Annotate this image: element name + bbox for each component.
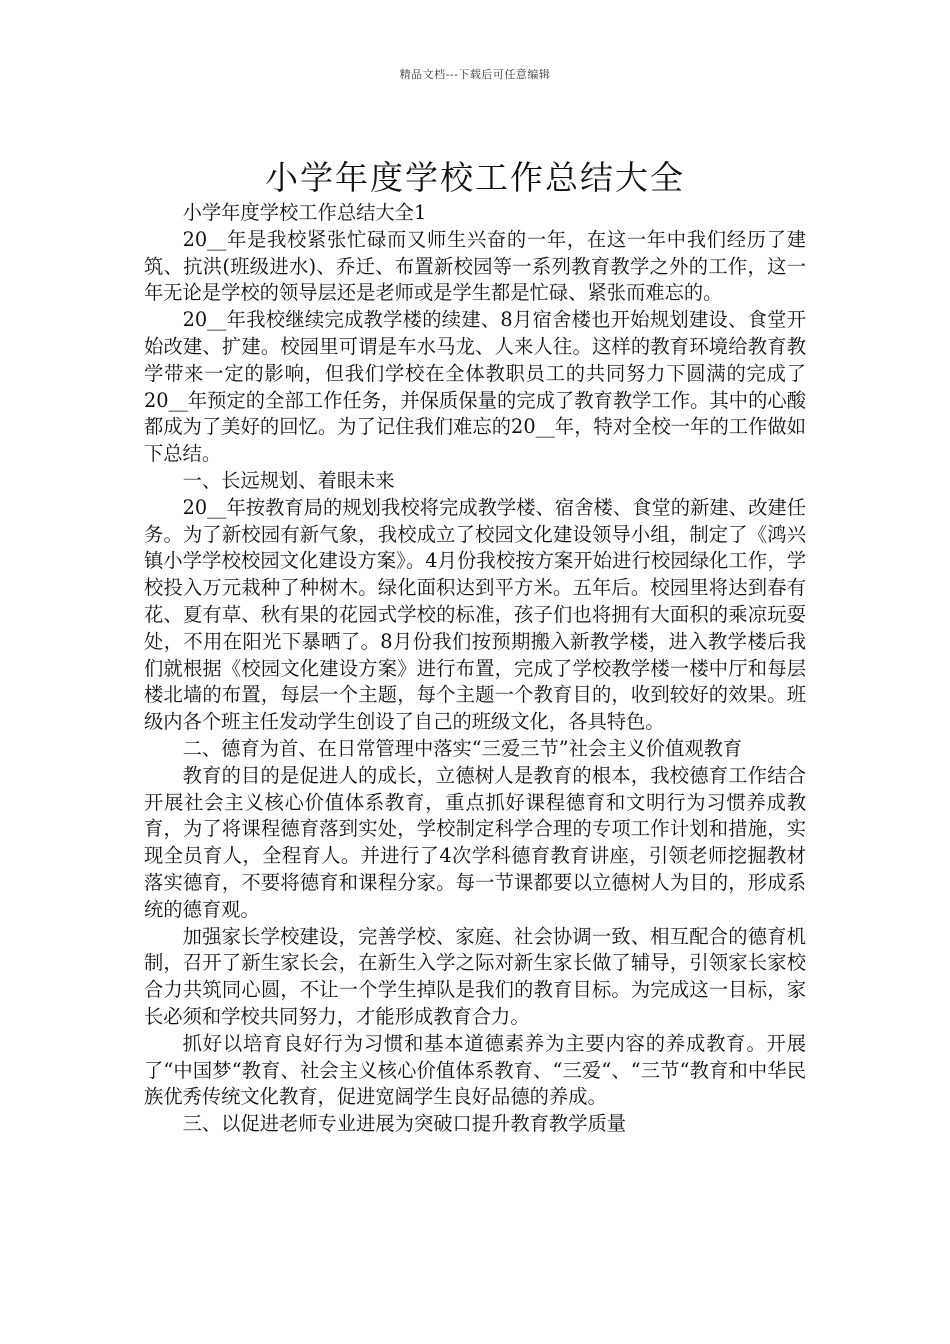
- document-title: 小学年度学校工作总结大全: [265, 158, 685, 198]
- paragraph: 20__年是我校紧张忙碌而又师生兴奋的一年，在这一年中我们经历了建筑、抗洪(班级进水)、乔迁、布置新校园等一系列教育教学之外的工作，这一年无论是学校的领导层还是老师或是学生都是忙碌、紧张而难忘的。: [144, 227, 806, 305]
- document-body: [144, 200, 806, 1138]
- section-heading: 二、德育为首、在日常管理中落实“三爱三节”社会主义价值观教育: [182, 736, 743, 760]
- paragraph: 抓好以培育良好行为习惯和基本道德素养为主要内容的养成教育。开展了“中国梦“教育、社会主义核心价值体系教育、“三爱“、“三节“教育和中华民族优秀传统文化教育，促进宽阔学生良好品德的养成。: [144, 1031, 806, 1109]
- paragraph: 20__年我校继续完成教学楼的续建、8月宿舍楼也开始规划建设、食堂开始改建、扩建。校园里可谓是车水马龙、人来人往。这样的教育环境给教育教学带来一定的影响，但我们学校在全体教职员工的共同努力下圆满的完成了20__年预定的全部工作任务，并保质保量的完成了教育教学工作。其中的心酸都成为了美好的回忆。为了记住我们难忘的20__年，特对全校一年的工作做如下总结。: [144, 308, 806, 466]
- page-header-note: 精品文档---下载后可任意编辑: [399, 68, 551, 81]
- paragraph: 加强家长学校建设，完善学校、家庭、社会协调一致、相互配合的德育机制，召开了新生家长会，在新生入学之际对新生家长做了辅导，引领家长家校合力共筑同心圆，不让一个学生掉队是我们的教育目标。为完成这一目标，家长必须和学校共同努力，才能形成教育合力。: [144, 924, 806, 1028]
- section-subtitle: 小学年度学校工作总结大全1: [182, 201, 427, 224]
- paragraph: 教育的目的是促进人的成长，立德树人是教育的根本，我校德育工作结合开展社会主义核心价值体系教育，重点抓好课程德育和文明行为习惯养成教育，为了将课程德育落到实处，学校制定科学合理的专项工作计划和措施，实现全员育人，全程育人。并进行了4次学科德育教育讲座，引领老师挖掘教材落实德育，不要将德育和课程分家。每一节课都要以立德树人为目的，形成系统的德育观。: [144, 763, 806, 921]
- section-heading: 三、以促进老师专业进展为突破口提升教育教学质量: [182, 1112, 627, 1136]
- paragraph: 20__年按教育局的规划我校将完成教学楼、宿舍楼、食堂的新建、改建任务。为了新校园有新气象，我校成立了校园文化建设领导小组，制定了《鸿兴镇小学学校校园文化建设方案》。4月份我校按方案开始进行校园绿化工作，学校投入万元栽种了种树木。绿化面积达到平方米。五年后。校园里将达到春有花、夏有草、秋有果的花园式学校的标准，孩子们也将拥有大面积的乘凉玩耍处，不用在阳光下暴晒了。8月份我们按预期搬入新教学楼，进入教学楼后我们就根据《校园文化建设方案》进行布置，完成了学校教学楼一楼中厅和每层楼北墙的布置，每层一个主题，每个主题一个教育目的，收到较好的效果。班级内各个班主任发动学生创设了自己的班级文化，各具特色。: [144, 495, 806, 734]
- section-heading: 一、长远规划、着眼未来: [182, 468, 395, 492]
